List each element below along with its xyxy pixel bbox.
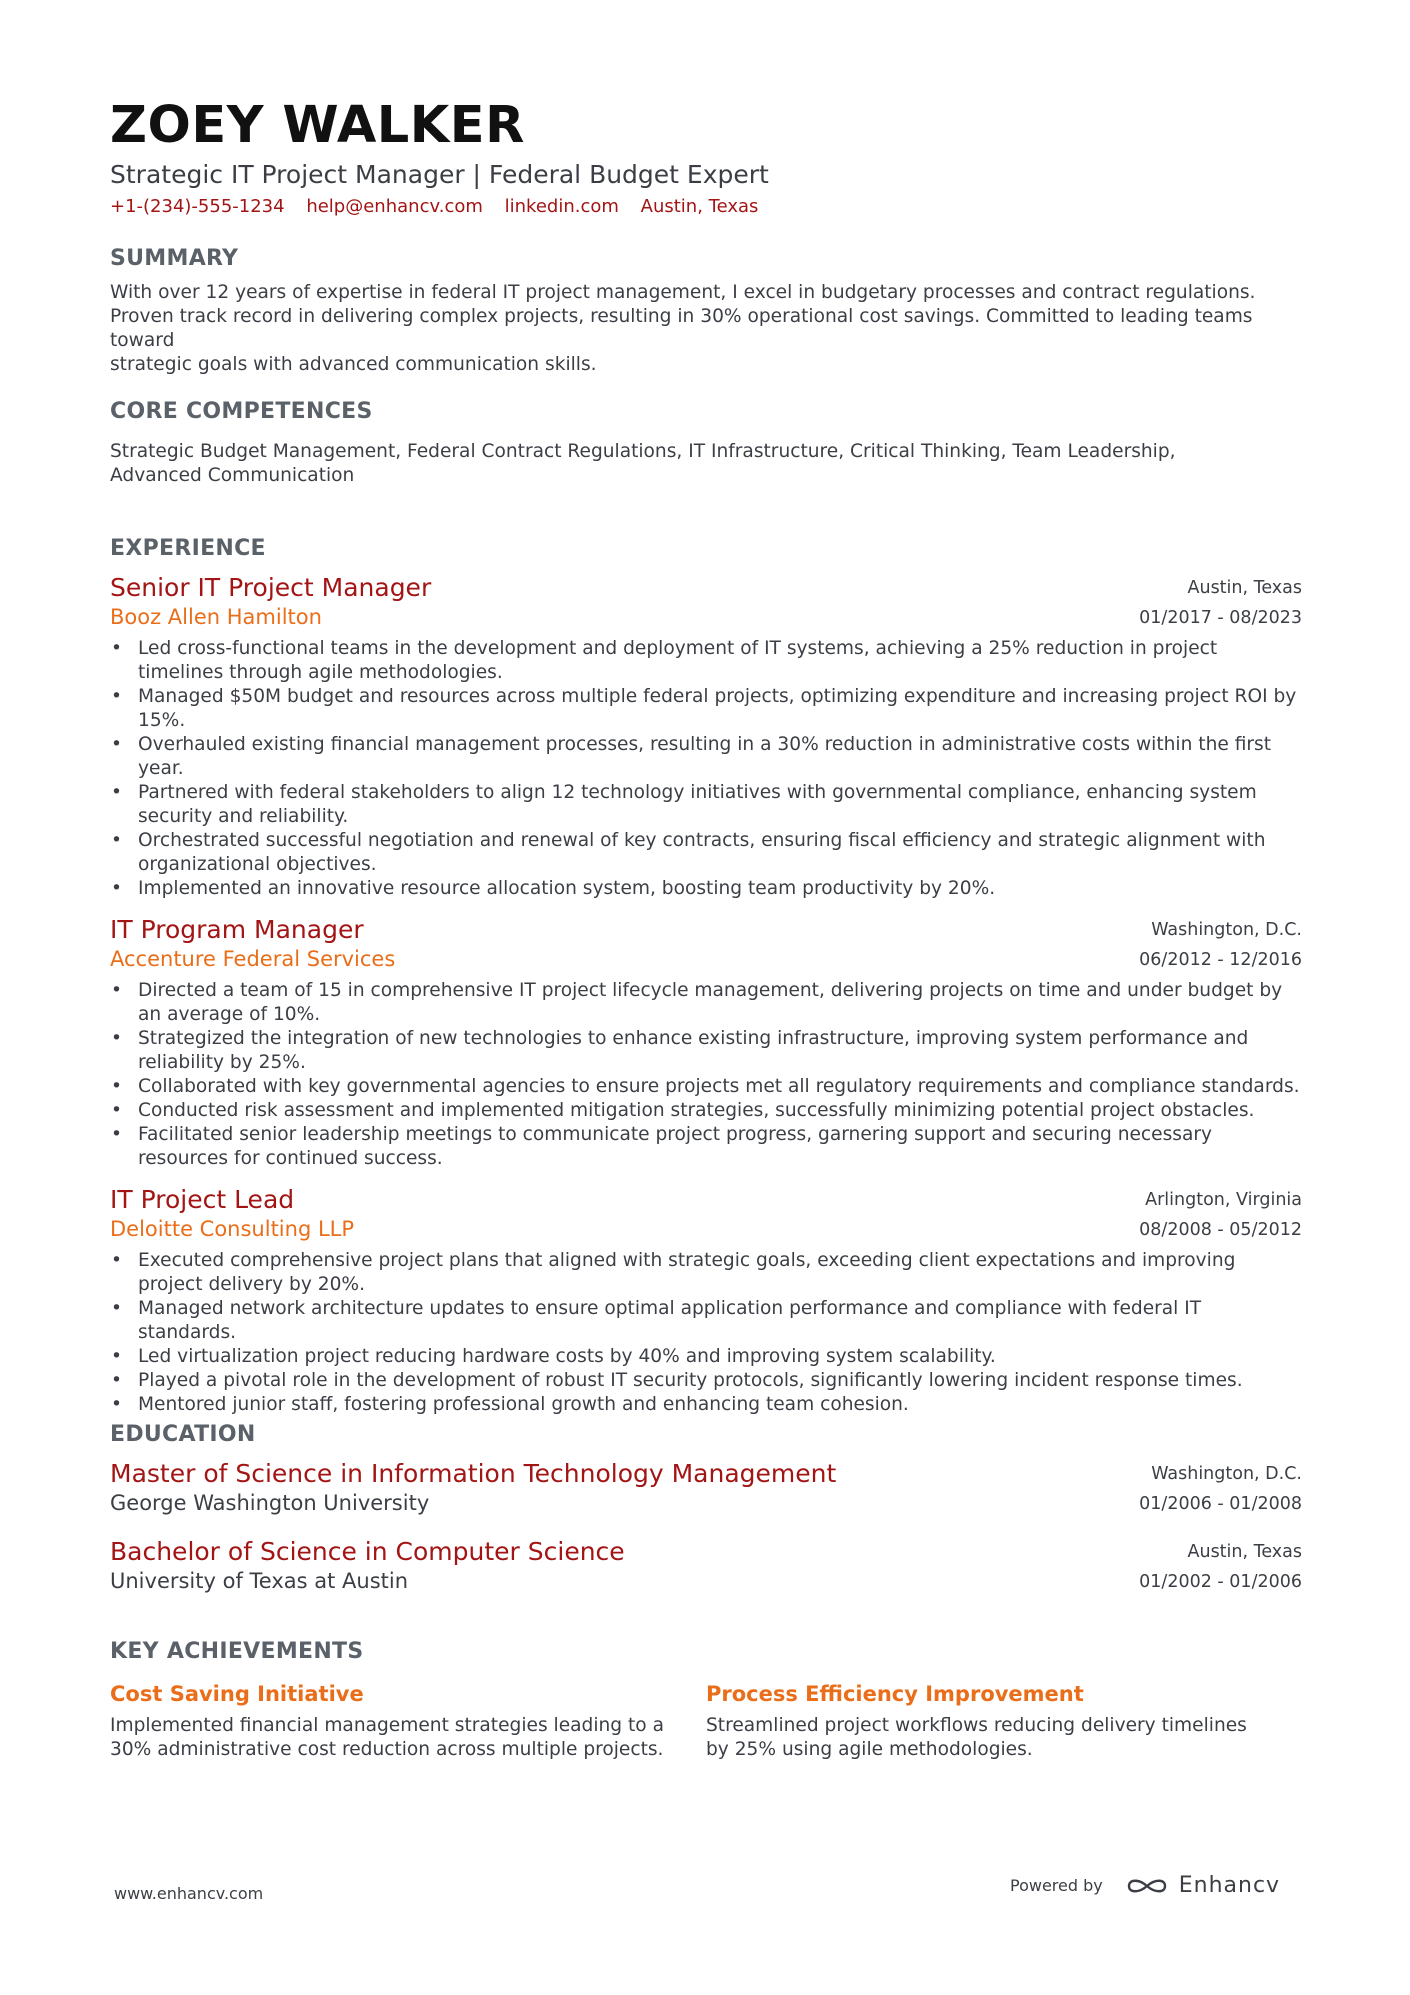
candidate-tagline: Strategic IT Project Manager | Federal Budget Expert	[110, 160, 769, 189]
achievements-title: KEY ACHIEVEMENTS	[110, 1639, 364, 1664]
contact-location: Austin, Texas	[640, 196, 759, 217]
education-dates: 01/2006 - 01/2008	[1139, 1494, 1302, 1514]
contact-phone[interactable]: +1-(234)-555-1234	[110, 196, 285, 217]
summary-title: SUMMARY	[110, 246, 239, 271]
job-bullet: • Mentored junior staff, fostering professional growth and enhancing team cohesion.	[138, 1393, 1302, 1417]
summary-text	[110, 281, 1302, 377]
job-company: Booz Allen Hamilton	[110, 605, 322, 629]
job-role: Senior IT Project Manager	[110, 573, 432, 602]
job-bullet: • Partnered with federal stakeholders to align 12 technology initiatives with governmental compliance, enhancing system security and reliability.	[138, 781, 1302, 829]
achievement-desc: Implemented financial management strategies leading to a 30% administrative cost reduction across multiple projects.	[110, 1715, 664, 1760]
job-company: Accenture Federal Services	[110, 947, 396, 971]
job-location: Austin, Texas	[1187, 578, 1302, 598]
education-dates: 01/2002 - 01/2006	[1139, 1572, 1302, 1592]
job-bullet: • Implemented an innovative resource allocation system, boosting team productivity by 20%.	[138, 877, 1302, 901]
summary-section	[110, 245, 1302, 377]
job-entry	[110, 1185, 1302, 1417]
competences-section	[110, 398, 1302, 488]
job-meta	[1139, 573, 1302, 633]
achievements-section	[110, 1638, 1302, 1762]
job-company: Deloitte Consulting LLP	[110, 1217, 355, 1241]
enhancv-logo-icon	[1125, 1875, 1169, 1897]
job-dates: 06/2012 - 12/2016	[1139, 950, 1302, 970]
education-degree: Master of Science in Information Technology Management	[110, 1459, 837, 1488]
contact-line	[110, 195, 1302, 219]
job-bullet: • Orchestrated successful negotiation and renewal of key contracts, ensuring fiscal efficiency and strategic alignment with organizational objectives.	[138, 829, 1302, 877]
summary-line: With over 12 years of expertise in federal IT project management, I excel in budgetary processes and contract regulations.	[110, 282, 1256, 303]
job-meta	[1139, 915, 1302, 975]
education-school: University of Texas at Austin	[110, 1569, 409, 1593]
education-entry	[110, 1537, 1302, 1595]
job-bullets	[110, 637, 1302, 901]
powered-by-label: Powered by	[1010, 1876, 1103, 1895]
education-meta	[1139, 1537, 1302, 1597]
education-meta	[1139, 1459, 1302, 1519]
job-bullet: • Led virtualization project reducing hardware costs by 40% and improving system scalability.	[138, 1345, 1302, 1369]
education-entry	[110, 1459, 1302, 1517]
brand-name: Enhancv	[1178, 1873, 1281, 1898]
summary-line: Proven track record in delivering complex projects, resulting in 30% operational cost savings. Committed to leading teams toward	[110, 306, 1253, 351]
job-bullet: • Managed network architecture updates to ensure optimal application performance and compliance with federal IT standards.	[138, 1297, 1302, 1345]
job-role: IT Project Lead	[110, 1185, 295, 1214]
education-location: Austin, Texas	[1187, 1542, 1302, 1562]
achievement-item	[706, 1680, 1302, 1762]
candidate-name: ZOEY WALKER	[110, 96, 525, 155]
achievement-item	[110, 1680, 706, 1762]
job-entry	[110, 915, 1302, 1171]
achievement-title: Cost Saving Initiative	[110, 1682, 364, 1706]
job-bullets	[110, 979, 1302, 1171]
job-entry	[110, 573, 1302, 901]
job-meta	[1139, 1185, 1302, 1245]
summary-line: strategic goals with advanced communication skills.	[110, 354, 597, 375]
competences-text	[110, 440, 1302, 488]
job-bullet: • Strategized the integration of new technologies to enhance existing infrastructure, improving system performance and reliability by 25%.	[138, 1027, 1302, 1075]
resume-page	[110, 95, 1302, 1760]
job-bullet: • Executed comprehensive project plans that aligned with strategic goals, exceeding client expectations and improving project delivery by 20%.	[138, 1249, 1302, 1297]
contact-linkedin[interactable]: linkedin.com	[504, 196, 619, 217]
experience-section	[110, 535, 1302, 1431]
achievements-grid	[110, 1680, 1302, 1762]
job-location: Washington, D.C.	[1151, 920, 1302, 940]
job-bullet: • Directed a team of 15 in comprehensive IT project lifecycle management, delivering projects on time and under budget by an average of 10%.	[138, 979, 1302, 1027]
experience-title: EXPERIENCE	[110, 536, 266, 561]
competences-line: Strategic Budget Management, Federal Contract Regulations, IT Infrastructure, Critical Thinking, Team Leadership,	[110, 441, 1176, 462]
education-title: EDUCATION	[110, 1422, 256, 1447]
job-bullet: • Overhauled existing financial management processes, resulting in a 30% reduction in administrative costs within the first year.	[138, 733, 1302, 781]
job-dates: 08/2008 - 05/2012	[1139, 1220, 1302, 1240]
contact-email[interactable]: help@enhancv.com	[306, 196, 483, 217]
job-list	[110, 573, 1302, 1417]
education-location: Washington, D.C.	[1151, 1464, 1302, 1484]
competences-title: CORE COMPETENCES	[110, 399, 373, 424]
footer-branding	[1010, 1873, 1280, 1898]
job-bullets	[110, 1249, 1302, 1417]
achievement-title: Process Efficiency Improvement	[706, 1682, 1084, 1706]
education-section	[110, 1421, 1302, 1609]
job-bullet: • Managed $50M budget and resources across multiple federal projects, optimizing expenditure and increasing project ROI by 15%.	[138, 685, 1302, 733]
education-school: George Washington University	[110, 1491, 430, 1515]
education-list	[110, 1459, 1302, 1595]
footer-website[interactable]: www.enhancv.com	[114, 1884, 264, 1903]
education-degree: Bachelor of Science in Computer Science	[110, 1537, 625, 1566]
job-role: IT Program Manager	[110, 915, 364, 944]
job-location: Arlington, Virginia	[1145, 1190, 1302, 1210]
competences-line: Advanced Communication	[110, 465, 355, 486]
job-bullet: • Collaborated with key governmental agencies to ensure projects met all regulatory requirements and compliance standards.	[138, 1075, 1302, 1099]
job-bullet: • Played a pivotal role in the development of robust IT security protocols, significantly lowering incident response times.	[138, 1369, 1302, 1393]
job-bullet: • Led cross-functional teams in the development and deployment of IT systems, achieving a 25% reduction in project timelines through agile methodologies.	[138, 637, 1302, 685]
job-dates: 01/2017 - 08/2023	[1139, 608, 1302, 628]
job-bullet: • Conducted risk assessment and implemented mitigation strategies, successfully minimizing potential project obstacles.	[138, 1099, 1302, 1123]
achievement-desc: Streamlined project workflows reducing delivery timelines by 25% using agile methodologies.	[706, 1715, 1247, 1760]
job-bullet: • Facilitated senior leadership meetings to communicate project progress, garnering support and securing necessary resources for continued success.	[138, 1123, 1302, 1171]
